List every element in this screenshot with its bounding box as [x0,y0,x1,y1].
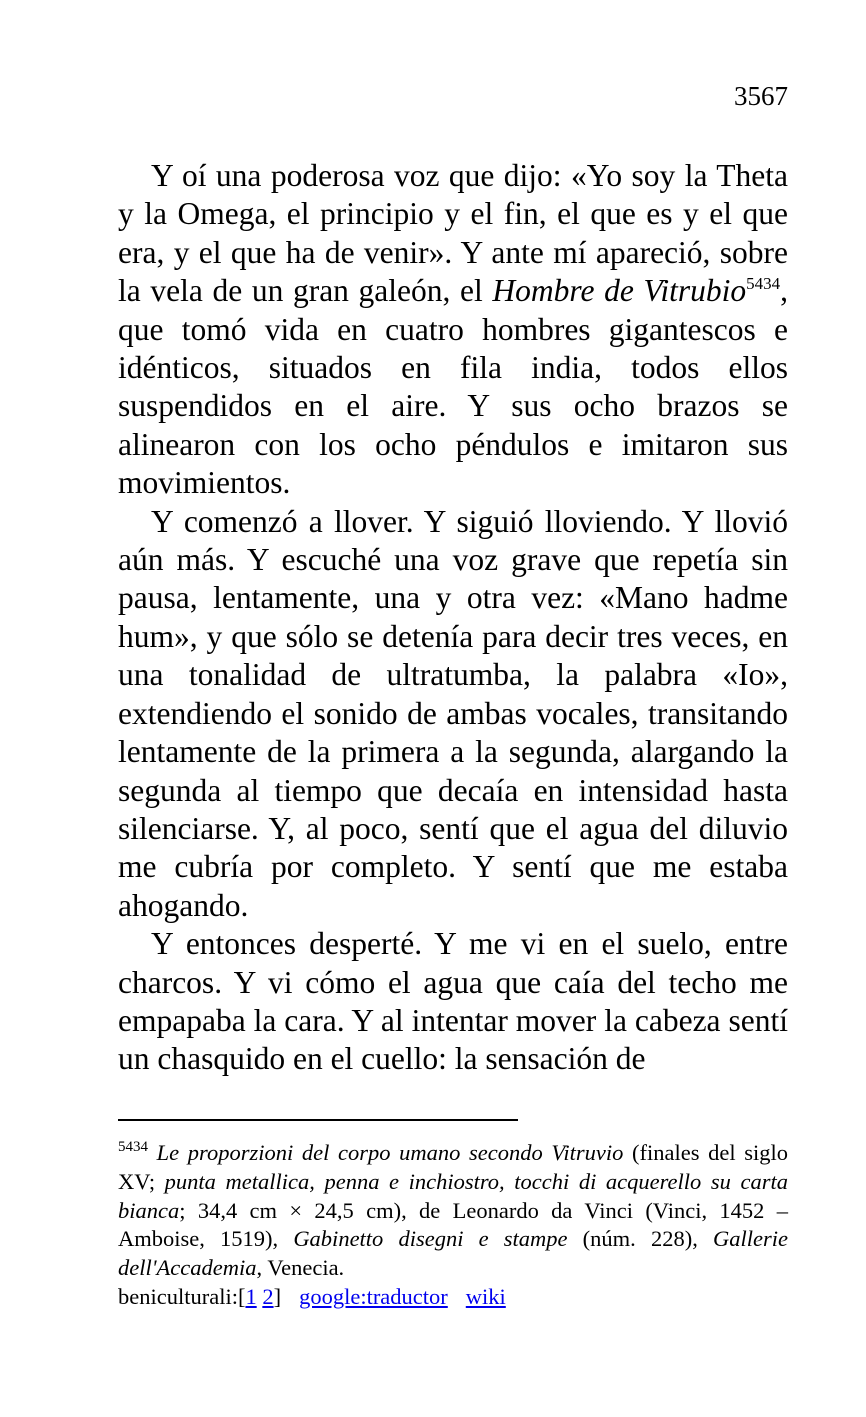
paragraph-1-text-after: , que tomó vida en cuatro hombres gigantescos e idénticos, situados en fila india, todos ellos suspendidos en el aire. Y sus ocho brazos se alinearon con los ocho péndulos e imitaron sus movimientos. [118,273,788,501]
footnote-text-4: , Venecia. [256,1255,345,1281]
artwork-title: Hombre de Vitrubio [492,273,747,309]
footnote-divider [118,1119,518,1121]
paragraph-2: Y comenzó a llover. Y siguió lloviendo. Y llovió aún más. Y escuché una voz grave que repetía sin pausa, lentamente, una y otra vez: «Mano hadme hum», y que sólo se detenía para decir tres veces, en una tonalidad de ultratumba, la palabra «Io», extendiendo el sonido de ambas vocales, transitando lentamente de la primera a la segunda, alargando la segunda al tiempo que decaía en intensidad hasta silenciarse. Y, al poco, sentí que el agua del diluvio me cubría por completo. Y sentí que me estaba ahogando. [118,503,788,923]
footnote-number: 5434 [118,1139,148,1155]
footnote-technique: punta metallica, penna e inchiostro, tocchi di acquerello su carta bianca [118,1168,788,1223]
beniculturali-link-2[interactable]: 2 [262,1283,274,1309]
google-translator-link[interactable]: google:traductor [299,1283,448,1309]
wiki-link[interactable]: wiki [465,1283,506,1309]
footnote-text-3: (núm. 228), [567,1226,713,1252]
footnote-links [118,1283,788,1312]
footnote-collection: Gabinetto disegni e stampe [293,1226,568,1252]
page-number: 3567 [734,81,788,111]
paragraph-3: Y entonces desperté. Y me vi en el suelo, entre charcos. Y vi cómo el agua que caía del techo me empapaba la cara. Y al intentar mover la cabeza sentí un chasquido en el cuello: la sensación de [118,926,788,1077]
links-prefix: beniculturali:[ [118,1283,246,1309]
paragraph-1-text-before: Y oí una poderosa voz que dijo: «Yo soy la Theta y la Omega, el principio y el fin, el que es y el que era, y el que ha de venir». Y ante mí apareció, sobre la vela de un gran galeón, el [118,158,788,309]
body-text [118,157,788,1079]
footnote-museum: Gallerie dell'Accademia [118,1226,788,1281]
footnote-title: Le proporzioni del corpo umano secondo Vitruvio [156,1140,624,1165]
beniculturali-link-1[interactable]: 1 [245,1283,257,1309]
footnote-reference[interactable]: 5434 [746,274,781,294]
footnote [118,1139,788,1312]
footnote-text-2: ; 34,4 cm × 24,5 cm), de Leonardo da Vinci (Vinci, 1452 – Amboise, 1519), [118,1197,788,1252]
links-suffix: ] [273,1283,282,1309]
footnote-text [118,1139,788,1283]
paragraph-1 [118,157,788,503]
footnote-text-1: (finales del siglo XV; [118,1140,789,1194]
